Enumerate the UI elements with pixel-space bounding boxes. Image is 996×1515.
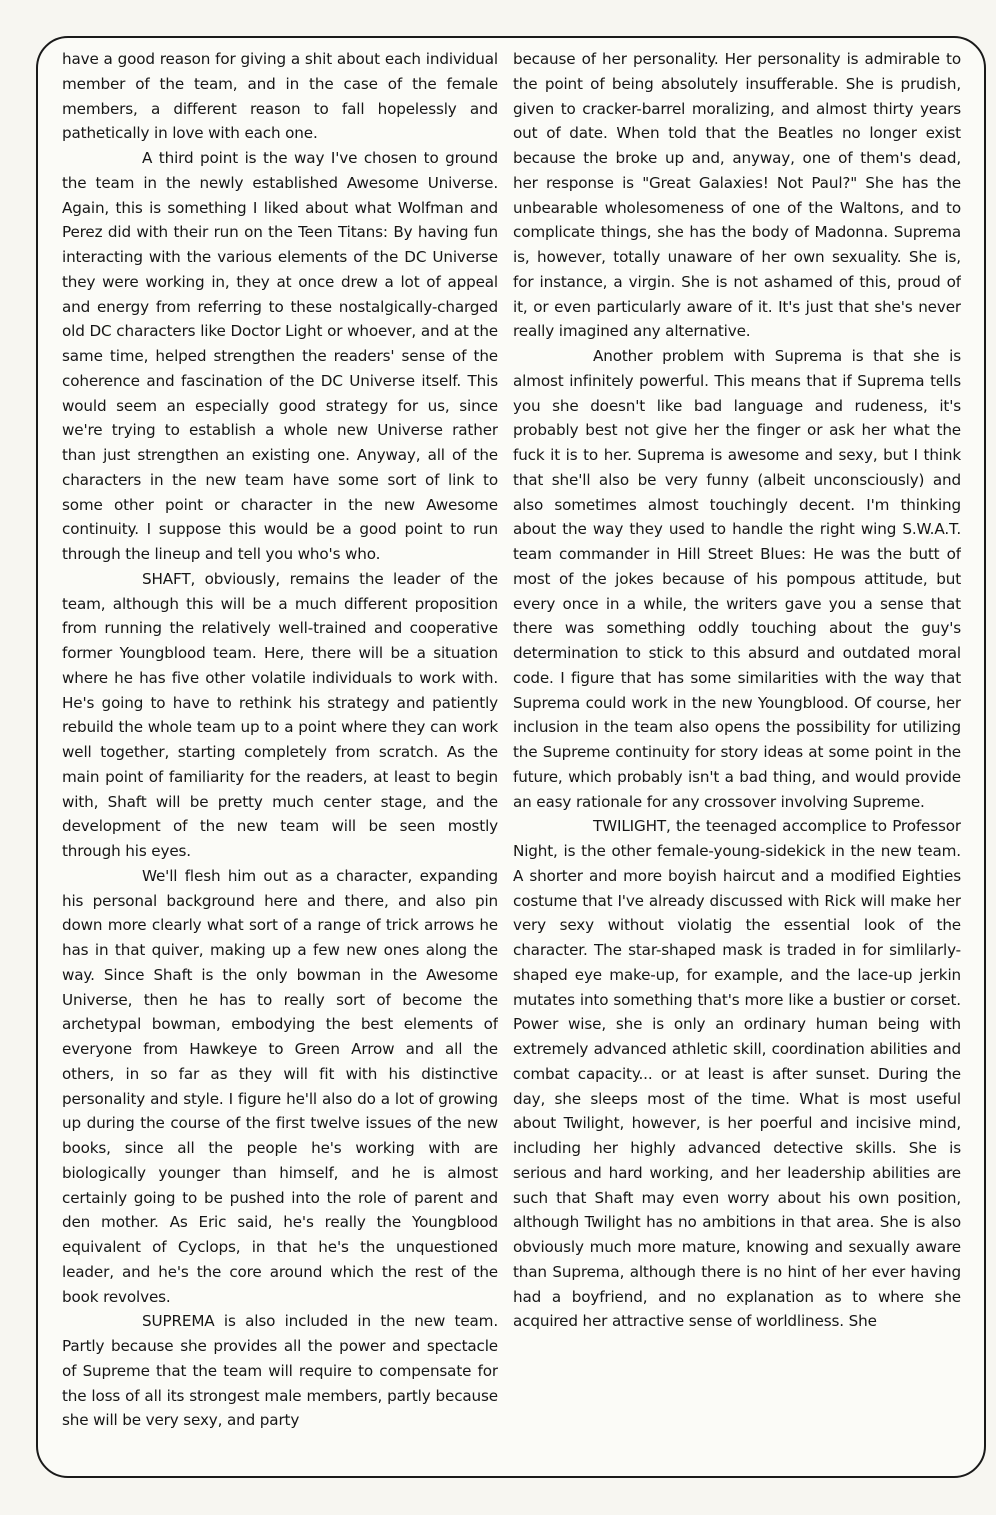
paragraph: SHAFT, obviously, remains the leader of the team, although this will be a much different proposition from running the relatively well-trained and cooperative former Youngblood team. Here, there will be a situation where he has five other volatile individuals to work with. He's going to have to rethink his strategy and patiently rebuild the whole team up to a point where they can work well together, starting completely from scratch. As the main point of familiarity for the readers, at least to begin with, Shaft will be pretty much center stage, and the development of the new team will be seen mostly through his eyes. [62,569,498,860]
paragraph: TWILIGHT, the teenaged accomplice to Professor Night, is the other female-young-sidekick in the new team. A shorter and more boyish haircut and a modified Eighties costume that I've already discussed with Rick will make her very sexy without violatig the essential look of the character. The star-shaped mask is traded in for simlilarly-shaped eye make-up, for example, and the lace-up jerkin mutates into something that's more like a bustier or corset. Power wise, she is only an ordinary human being with extremely advanced athletic skill, coordination abilities and combat capacity... or at least is after sunset. During the day, she sleeps most of the time. What is most useful about Twilight, however, is her poerful and incisive mind, including her highly advanced detective skills. She is serious and hard working, and her leadership abilities are such that Shaft may even worry about his own position, although Twilight has no ambitions in that area. She is also obviously much more mature, knowing and sexually aware than Suprema, although there is no hint of her ever having had a boyfriend, and no explanation as to where she acquired her attractive sense of worldliness. She [513,817,961,1331]
paragraph: We'll flesh him out as a character, expanding his personal background here and there, and also pin down more clearly what sort of a range of trick arrows he has in that quiver, making up a few new ones along the way. Since Shaft is the only bowman in the Awesome Universe, then he has to really sort of become the archetypal bowman, embodying the best elements of everyone from Hawkeye to Green Arrow and all the others, in so far as they will fit with his distinctive personality and style. I figure he'll also do a lot of growing up during the course of the first twelve issues of the new books, since all the people he's working with are biologically younger than himself, and he is almost certainly going to be pushed into the role of parent and den mother. As Eric said, he's really the Youngblood equivalent of Cyclops, in that he's the unquestioned leader, and he's the core around which the rest of the book revolves. [62,866,498,1306]
paragraph: because of her personality. Her personality is admirable to the point of being absolutely insufferable. She is prudish, given to cracker-barrel moralizing, and almost thirty years out of date. When told that the Beatles no longer exist because the broke up and, anyway, one of them's dead, her response is "Great Galaxies! Not Paul?" She has the unbearable wholesomeness of one of the Waltons, and to complicate things, she has the body of Madonna. Suprema is, however, totally unaware of her own sexuality. She is, for instance, a virgin. She is not ashamed of this, proud of it, or even particularly aware of it. It's just that she's never really imagined any alternative. [513,50,961,341]
right-text-column [513,47,961,1472]
paragraph: A third point is the way I've chosen to ground the team in the newly established Awesome Universe. Again, this is something I liked about what Wolfman and Perez did with their run on the Teen Titans: By having fun interacting with the various elements of the DC Universe they were working in, they at once drew a lot of appeal and energy from referring to these nostalgically-charged old DC characters like Doctor Light or whoever, and at the same time, helped strengthen the readers' sense of the coherence and fascination of the DC Universe itself. This would seem an especially good strategy for us, since we're trying to establish a whole new Universe rather than just strengthen an existing one. Anyway, all of the characters in the new team have some sort of link to some other point or character in the new Awesome continuity. I suppose this would be a good point to run through the lineup and tell you who's who. [62,149,498,563]
paragraph: SUPREMA is also included in the new team. Partly because she provides all the power and spectacle of Supreme that the team will require to compensate for the loss of all its strongest male members, partly because she will be very sexy, and party [62,1312,498,1430]
paragraph: Another problem with Suprema is that she is almost infinitely powerful. This means that if Suprema tells you she doesn't like bad language and rudeness, it's probably best not give her the finger or ask her what the fuck it is to her. Suprema is awesome and sexy, but I think that she'll also be very funny (albeit unconsciously) and also sometimes almost touchingly decent. I'm thinking about the way they used to handle the right wing S.W.A.T. team commander in Hill Street Blues: He was the butt of most of the jokes because of his pompous attitude, but every once in a while, the writers gave you a sense that there was something oddly touching about the guy's determination to stick to this absurd and outdated moral code. I figure that has some similarities with the way that Suprema could work in the new Youngblood. Of course, her inclusion in the team also opens the possibility for utilizing the Supreme continuity for story ideas at some point in the future, which probably isn't a bad thing, and would provide an easy rationale for any crossover involving Supreme. [513,347,961,811]
paragraph: have a good reason for giving a shit about each individual member of the team, and in the case of the female members, a different reason to fall hopelessly and pathetically in love with each one. [62,50,498,143]
left-text-column [62,47,498,1472]
